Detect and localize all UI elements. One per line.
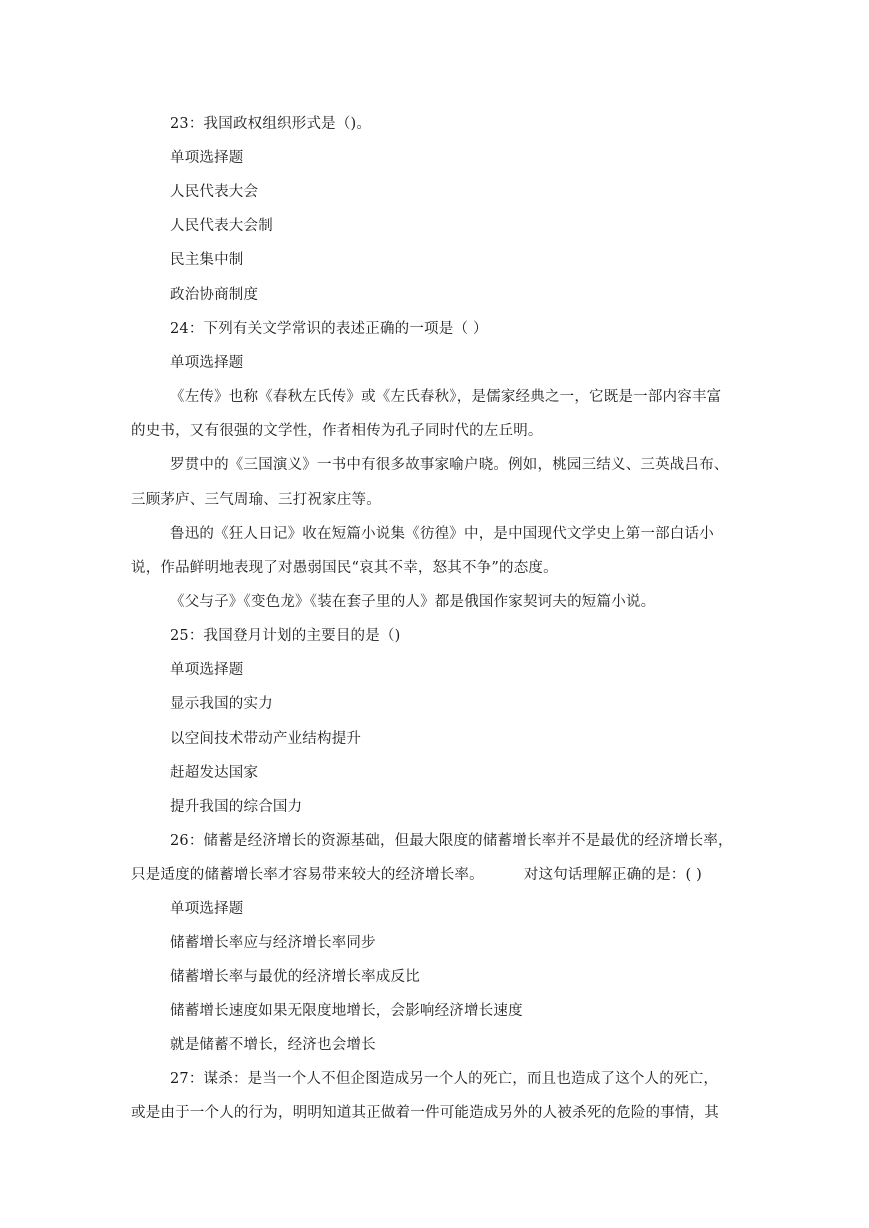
question-26-type: 单项选择题 — [170, 901, 244, 917]
question-23-stem: 23：我国政权组织形式是（)。 — [170, 116, 372, 132]
question-26-stem-line1: 26：储蓄是经济增长的资源基础，但最大限度的储蓄增长率并不是最优的经济增长率， — [170, 833, 733, 849]
question-25-option-a: 显示我国的实力 — [170, 696, 273, 712]
question-24-option-a-line2: 的史书，又有很强的文学性，作者相传为孔子同时代的左丘明。 — [131, 423, 543, 439]
question-26-stem-prompt: 对这句话理解正确的是：( ) — [523, 867, 703, 883]
question-27-stem-line1: 27：谋杀：是当一个人不但企图造成另一个人的死亡，而且也造成了这个人的死亡， — [170, 1071, 719, 1087]
question-24-option-d: 《父与子》《变色龙》《装在套子里的人》都是俄国作家契诃夫的短篇小说。 — [170, 594, 656, 610]
question-27-stem-line2: 或是由于一个人的行为，明明知道其正做着一件可能造成另外的人被杀死的危险的事情，其 — [131, 1105, 719, 1121]
question-26-option-c: 储蓄增长速度如果无限度地增长，会影响经济增长速度 — [170, 1003, 523, 1019]
question-24-option-b-line1: 罗贯中的《三国演义》一书中有很多故事家喻户晓。例如，桃园三结义、三英战吕布、 — [170, 457, 729, 473]
question-26-option-a: 储蓄增长率应与经济增长率同步 — [170, 935, 376, 951]
question-24-option-a-line1: 《左传》也称《春秋左氏传》或《左氏春秋》，是儒家经典之一，它既是一部内容丰富 — [170, 389, 722, 405]
question-24-option-c-line1: 鲁迅的《狂人日记》收在短篇小说集《彷徨》中，是中国现代文学史上第一部白话小 — [170, 526, 714, 542]
question-26-option-b: 储蓄增长率与最优的经济增长率成反比 — [170, 969, 420, 985]
question-26-stem-line2-text: 只是适度的储蓄增长率才容易带来较大的经济增长率。 — [131, 867, 484, 883]
question-23-option-c: 民主集中制 — [170, 252, 244, 268]
question-25-type: 单项选择题 — [170, 662, 244, 678]
question-24-type: 单项选择题 — [170, 355, 244, 371]
question-25-option-c: 赶超发达国家 — [170, 765, 259, 781]
question-26-option-d: 就是储蓄不增长，经济也会增长 — [170, 1037, 376, 1053]
question-25-option-d: 提升我国的综合国力 — [170, 799, 303, 815]
question-23-option-a: 人民代表大会 — [170, 184, 259, 200]
question-24-stem: 24：下列有关文学常识的表述正确的一项是（ ） — [170, 321, 488, 337]
question-24-option-b-line2: 三顾茅庐、三气周瑜、三打祝家庄等。 — [131, 492, 381, 508]
question-23-type: 单项选择题 — [170, 150, 244, 166]
question-25-option-b: 以空间技术带动产业结构提升 — [170, 731, 362, 747]
question-23-option-d: 政治协商制度 — [170, 287, 259, 303]
question-26-stem-line2 — [0, 865, 869, 885]
question-23-option-b: 人民代表大会制 — [170, 218, 273, 234]
question-25-stem: 25：我国登月计划的主要目的是（) — [170, 628, 401, 644]
question-24-option-c-line2: 说，作品鲜明地表现了对愚弱国民“哀其不幸，怒其不争”的态度。 — [131, 560, 558, 576]
